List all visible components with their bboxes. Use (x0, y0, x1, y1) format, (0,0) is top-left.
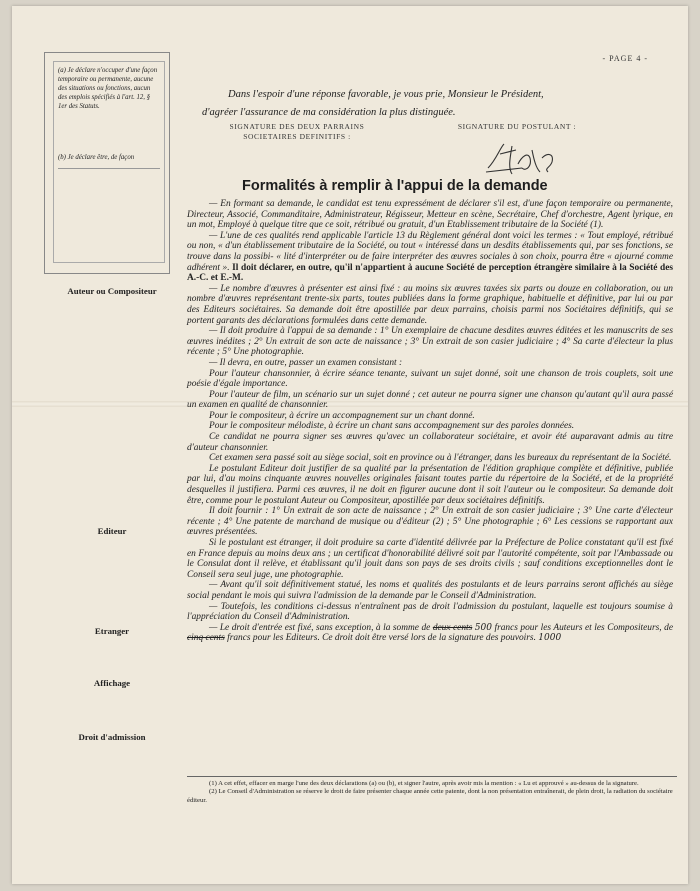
footnote-2: (2) Le Conseil d'Administration se réserve le droit de faire présenter chaque année cette patente, dont la non présentation entraînerait, de plein droit, la radiation du sociétaire éditeur. (187, 788, 673, 804)
page-number: - PAGE 4 - (602, 54, 648, 63)
paragraph: — En formant sa demande, le candidat est tenu expressément de déclarer s'il est, d'une façon temporaire ou permanente, Directeur, Associé, Commanditaire, Administrateur, Régisseur, Metteur en scène, Secrétaire, Chef d'orchestre, Agent lyrique, en un mot, Employé à quelque titre que ce soit, rétribué ou gratuit, d'un Etablissement tributaire de la Société (1). (187, 199, 673, 231)
footnote-1: (1) A cet effet, effacer en marge l'une des deux déclarations (a) ou (b), et signer l'autre, après avoir mis la mention : « Lu et approuvé » au-dessus de la signature. (209, 780, 639, 787)
margin-label-etranger: Etranger (94, 626, 130, 636)
handwritten-amount: 1000 (538, 633, 562, 644)
declaration-b: (b) Je déclare être, de façon (58, 154, 135, 161)
paragraph: Pour le compositeur mélodiste, à écrire un chant sans accompagnement sur des paroles données. (209, 421, 575, 432)
sponsors-signature-label: SIGNATURE DES DEUX PARRAINS SOCIETAIRES DEFINITIFS : (229, 122, 365, 141)
paragraph: Ce candidat ne pourra signer ses œuvres qu'avec un collaborateur sociétaire, et avoir été auparavant admis au titre d'auteur chansonnier. (187, 432, 673, 453)
closing-line-1: Dans l'espoir d'une réponse favorable, je vous prie, Monsieur le Président, (228, 89, 544, 100)
margin-label-affichage: Affichage (93, 678, 131, 688)
applicant-signature-label: SIGNATURE DU POSTULANT : (457, 122, 577, 131)
declaration-box-inner (53, 61, 165, 263)
paragraph-text: francs pour les Auteurs et les Compositeurs, de (494, 622, 673, 633)
paragraph: — Le nombre d'œuvres à présenter est ainsi fixé : au moins six œuvres taxées six parts ou douze en collaboration, ou un nombre d'œuvres représentant trente-six parts, toutes publiées dans la forme graphique, habituelle et définitive, par lui ou par des Editeurs sociétaires. Sa demande doit être apostillée par deux parrains, choisis parmi nos Sociétaires définitifs, qui se portent garants des déclarations formulées dans cette demande. (187, 283, 673, 326)
paragraph: Pour l'auteur de film, un scénario sur un sujet donné ; cet auteur ne pourra signer une chanson qu'autant qu'il aura passé un examen en qualité de chansonnier. (187, 389, 673, 411)
declaration-line (58, 168, 160, 169)
body-text (187, 199, 673, 644)
margin-label-editeur: Editeur (97, 526, 127, 536)
paragraph (187, 231, 673, 284)
declaration-a: (a) Je déclare n'occuper d'une façon temporaire ou permanente, aucune des situations ou fonctions, aucun des emplois spécifiés à l'art. 12, § 1er des Statuts. (58, 67, 158, 110)
struck-amount: cinq cents (187, 633, 225, 644)
closing-line-2: d'agréer l'assurance de ma considération la plus distinguée. (202, 107, 456, 118)
paragraph: — Toutefois, les conditions ci-dessus n'entraînent pas de droit l'admission du postulant, laquelle est toujours soumise à l'appréciation du Conseil d'Administration. (187, 601, 673, 623)
paragraph-text: — L'une de ces qualités rend applicable l'article 13 du Règlement général dont voici les termes : « Tout employé, rétribué ou non, « d'un établissement tributaire de la Société, ou tout « intéressé dans un desdits établissements qui, par ses fonctions, se trouve dans la possibi- « lité d'interpréter ou de faire interpréter des œuvres sociales à son choix, pourra être « ajourné comme adhérent ». (187, 230, 673, 273)
margin-label-auteur: Auteur ou Compositeur (67, 286, 157, 296)
handwritten-signature (482, 138, 572, 178)
paragraph: Le postulant Editeur doit justifier de sa qualité par la présentation de l'édition graphique complète et définitive, publiée par lui, d'au moins cinquante œuvres nouvelles originales faisant toutes partie du répertoire de la Société, et de la propriété desquelles il justifiera. Parmi ces œuvres, il ne doit en figurer aucune dont il soit l'auteur ou le compositeur. Sa demande doit être, comme pour le postulant Auteur ou Compositeur, apostillée par deux sociétaires définitifs. (187, 463, 673, 506)
paragraph: Si le postulant est étranger, il doit produire sa carte d'identité délivrée par la Préfecture de Police constatant qu'il est fixé en France depuis au moins deux ans ; un certificat d'honorabilité délivré soit par l'autorité compétente, soit par l'Ambassade ou le Consulat dont il relève, et établissant qu'il jouit dans son pays de ses droits civils ; sauf conditions exceptionnelles dont le Conseil sera seul juge, une photographie. (187, 538, 673, 580)
struck-amount: deux cents (432, 622, 473, 633)
paragraph: Pour l'auteur chansonnier, à écrire séance tenante, suivant un sujet donné, soit une chanson de trois couplets, soit une poésie d'égale importance. (187, 368, 673, 390)
section-title: Formalités à remplir à l'appui de la demande (242, 178, 548, 194)
margin-label-droit: Droit d'admission (78, 732, 146, 742)
paragraph (187, 623, 673, 644)
paragraph-text: — Le droit d'entrée est fixé, sans exception, à la somme de (209, 622, 431, 633)
footnotes (187, 776, 677, 805)
paragraph: — Il doit produire à l'appui de sa demande : 1° Un exemplaire de chacune desdites œuvres éditées et les manuscrits de ses œuvres inédites ; 2° Un extrait de son acte de naissance ; 3° Un extrait de son casier judiciaire ; 4° Sa carte d'électeur la plus récente ; 5° Une photographie. (187, 326, 673, 358)
bold-text: Il doit déclarer, en outre, qu'il n'appartient à aucune Société de perception étrangère similaire à la Société des A.-C. et E.-M. (187, 262, 673, 284)
paragraph: Pour le compositeur, à écrire un accompagnement sur un chant donné. (209, 410, 475, 421)
declaration-box (44, 52, 170, 274)
paragraph: — Avant qu'il soit définitivement statué, les noms et qualités des postulants et de leurs parrains seront affichés au siège social pendant le mois qui suivra l'admission de la demande par le Conseil d'Administration. (187, 580, 673, 601)
document-page (12, 6, 688, 884)
closing-formula (202, 86, 672, 122)
handwritten-amount: 500 (474, 622, 492, 633)
paragraph-text: francs pour les Editeurs. Ce droit doit être versé lors de la signature des pouvoirs. (227, 633, 536, 644)
paragraph: Cet examen sera passé soit au siège social, soit en province ou à l'étranger, dans les bureaux du représentant de la Société. (209, 453, 672, 464)
paragraph: — Il devra, en outre, passer un examen consistant : (209, 357, 403, 368)
paragraph: Il doit fournir : 1° Un extrait de son acte de naissance ; 2° Un extrait de son casier judiciaire ; 3° Une carte d'électeur récente ; 4° Une patente de marchand de musique ou d'éditeur (2) ; 5° Une photographie ; 6° Les cessions se rapportant aux œuvres présentées. (187, 506, 673, 538)
